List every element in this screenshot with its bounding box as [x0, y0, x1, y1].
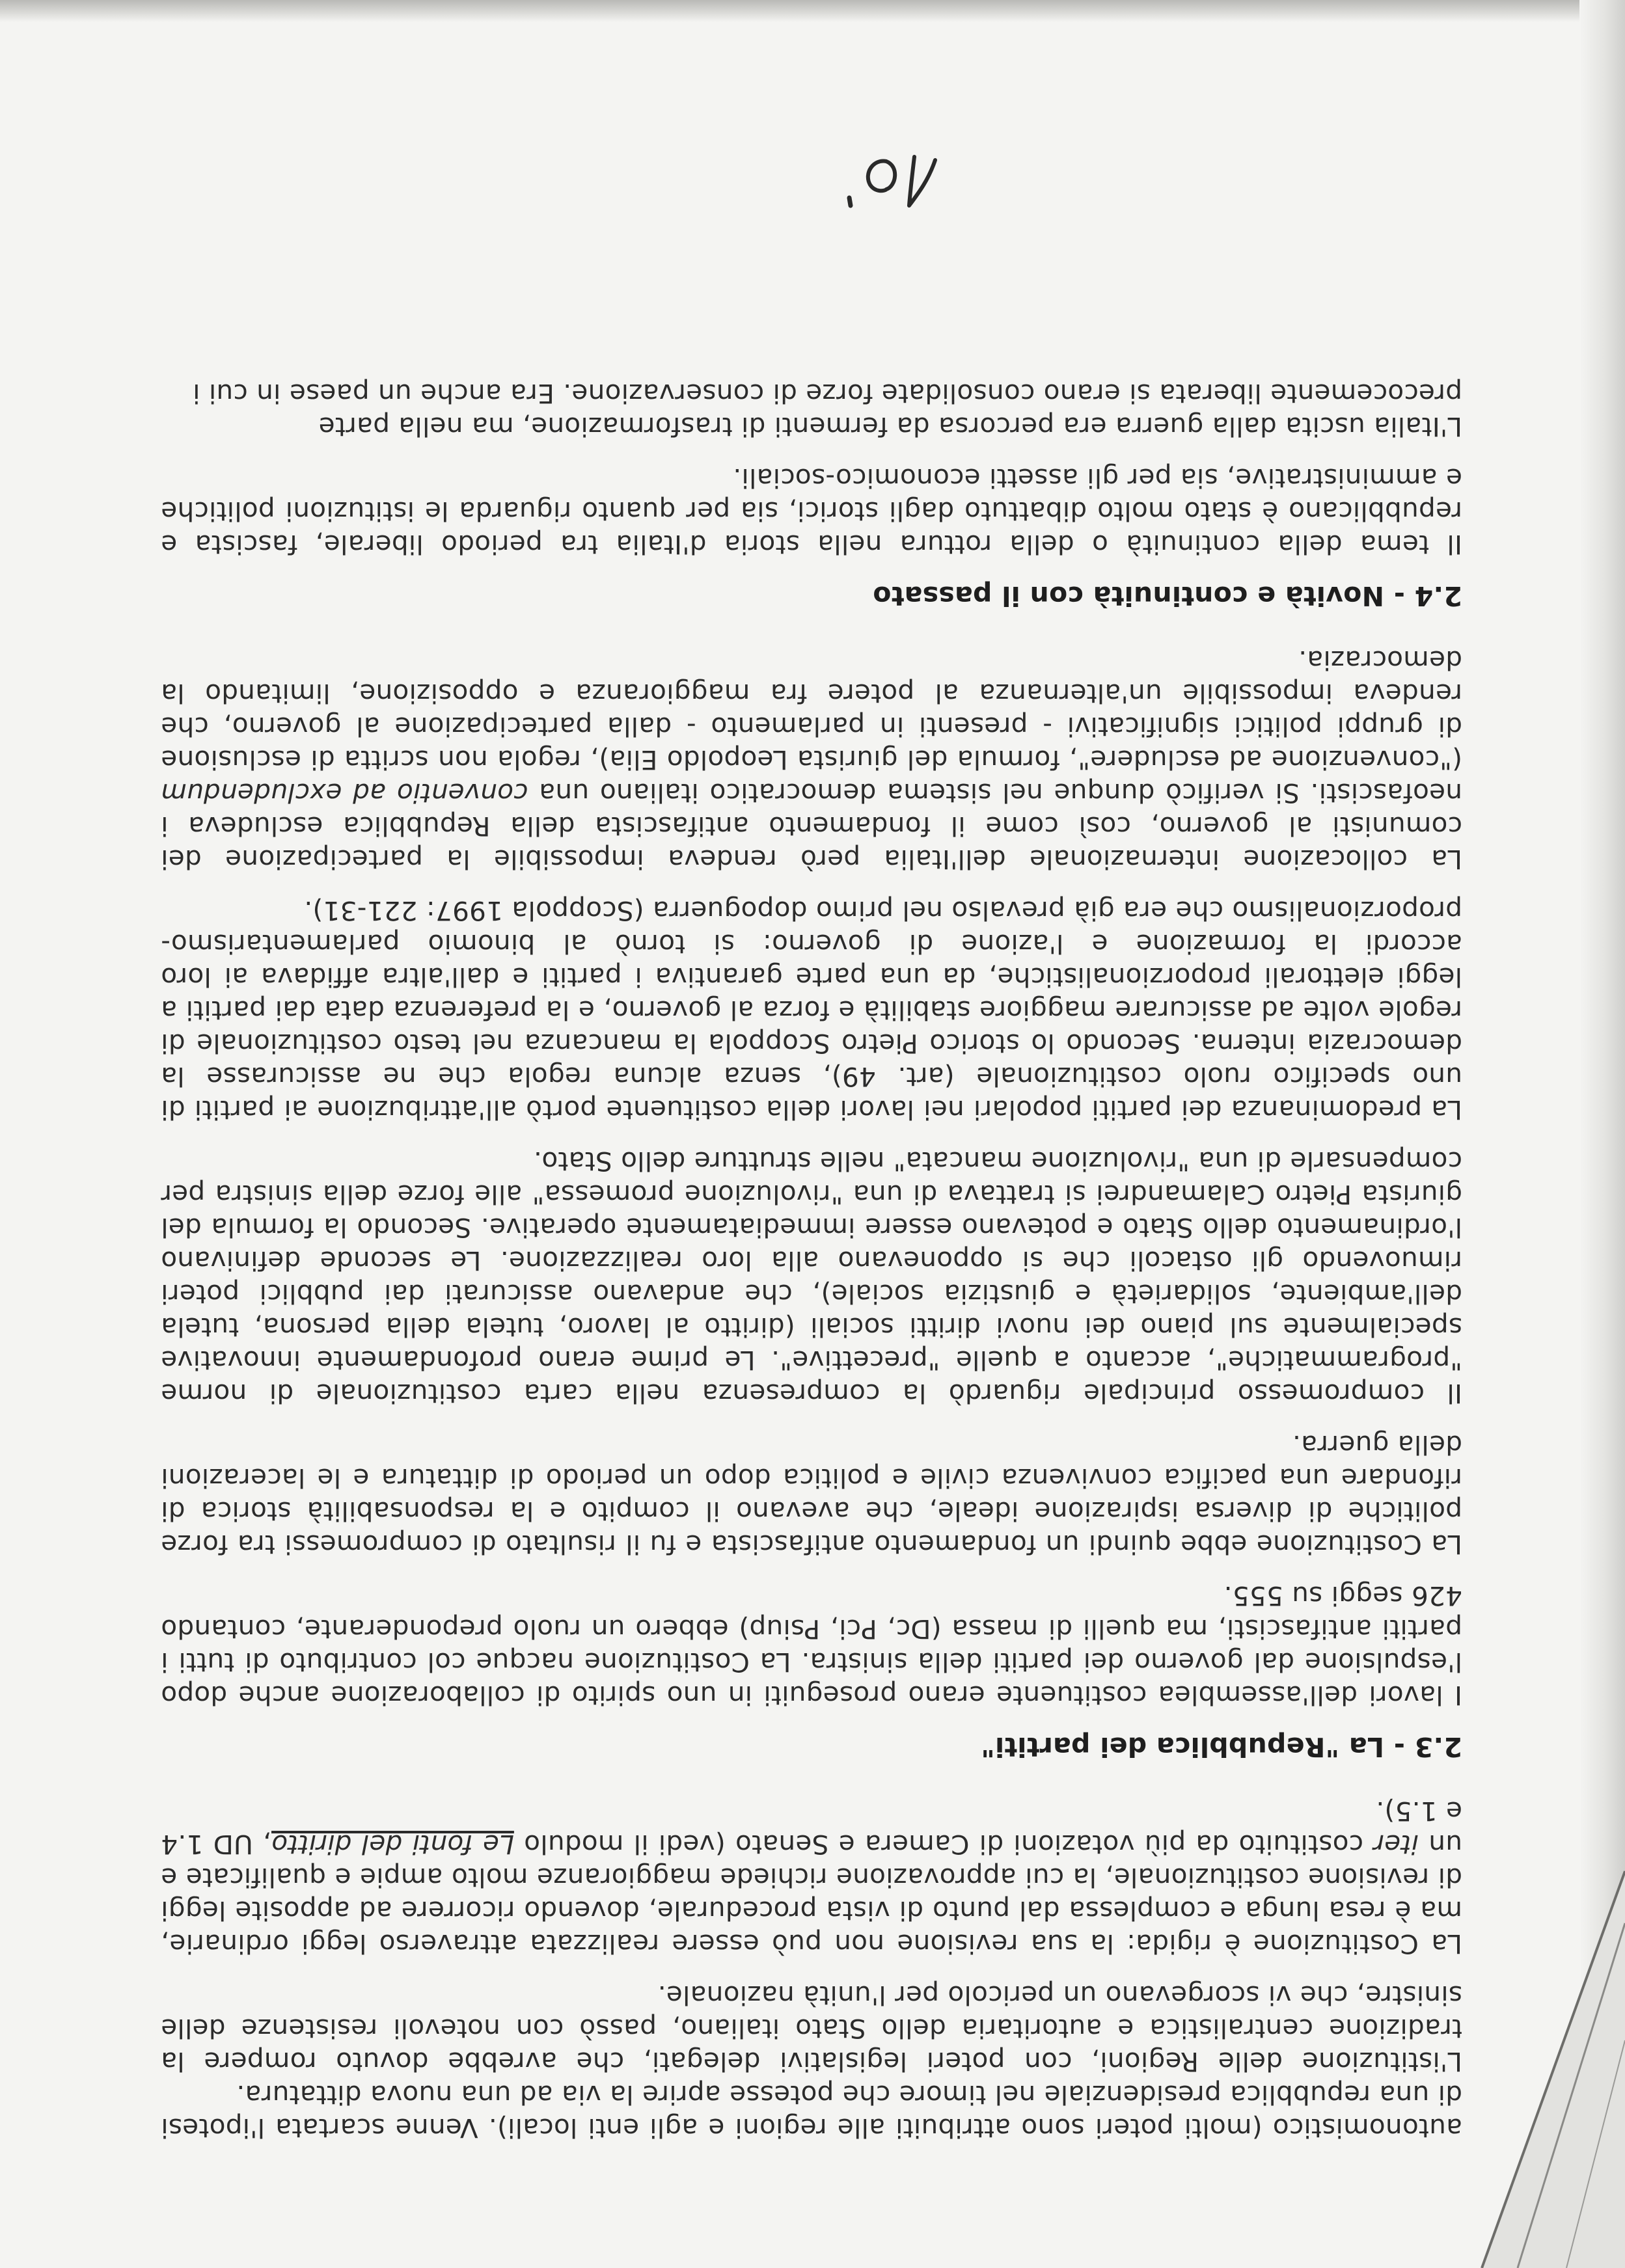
module-reference: Le fonti del diritto — [271, 1829, 514, 1860]
section-2-4-paragraph-1: Il tema della continuità o della rottura nella storia d'Italia tra periodo liberale, fascista e repubblicano è stato molto dibattuto dagli storici, sia per quanto riguarda le istituzioni politiche e amministrative, sia per gli assetti economico-sociali. — [161, 463, 1462, 560]
handwritten-page-number — [831, 141, 948, 219]
section-2-4-paragraph-2: L'Italia uscita dalla guerra era percorsa da fermenti di trasformazione, ma nella parte precocemente liberata si erano consolidate forze di conservazione. Era anche un paese in cui i — [192, 378, 1462, 442]
rigid-italic-word: iter — [1373, 1829, 1419, 1860]
rigid-text-before: La Costituzione è rigida: la sua revisione non può essere realizzata attraverso leggi ordinarie, ma è resa lunga e complessa dal punto di vista procedurale, dovendo ricorrere ad apposite leggi di revisione costituzionale, la cui approvazione richiede maggioranze molto ampie e qualificate e un — [161, 1829, 1462, 1960]
exclusion-text-before: La collocazione internazionale dell'Italia però rendeva impossibile la partecipazione dei comunisti al governo, così come il fondamento antifascista della Repubblica escludeva i neofascisti. Si verificò dunque nel sistema democratico italiano una — [161, 777, 1462, 875]
rigid-text-middle: costituito da più votazioni di Camera e Senato (vedi il modulo — [513, 1829, 1374, 1860]
section-2-3-paragraph-4: La predominanza dei partiti popolari nei lavori della costituente portò all'attribuzione ai partiti di uno specifico ruolo costituzionale (art. 49), senza alcuna regola che ne assicurasse la democrazia interna. Secondo lo storico Pietro Scoppola la mancanza nel testo costituzionale di regole volte ad assicurare maggiore stabilità e forza al governo, e la preferenza data dai partiti a leggi elettorali proporzionalistiche, da una parte garantiva i partiti e dall'altra affidava ai loro accordi la formazione e l'azione di governo: si tornò al binomio parlamentarismo-proporzionalismo che era già prevalso nel primo dopoguerra (Scoppola 1997: 221-31). — [161, 895, 1462, 1126]
intro-paragraph-2: L'istituzione delle Regioni, con poteri legislativi delegati, che avrebbe dovuto rompere la tradizione centralistica e autoritaria dello Stato italiano, passò con notevoli resistenze delle sinistre, che vi scorgevano un pericolo per l'unità nazionale. — [161, 1980, 1462, 2077]
exclusion-text-after: ("convenzione ad escludere", formula del giurista Leopoldo Elia), regola non scritta di esclusione di gruppi politici significativi - presenti in parlamento - dalla partecipazione al governo, che rendeva impossibile un'alternanza al potere fra maggioranza e opposizione, limitando la democrazia. — [161, 645, 1462, 776]
document-body — [161, 377, 1462, 2144]
section-2-3-paragraph-1: I lavori dell'assemblea costituente erano proseguiti in uno spirito di collaborazione anche dopo l'espulsione dal governo dei partiti della sinistra. La Costituzione nacque col contributo di tutti i partiti antifascisti, ma quelli di massa (Dc, Pci, Psiup) ebbero un ruolo preponderante, contando 426 seggi su 555. — [161, 1580, 1462, 1711]
section-2-3-paragraph-3: Il compromesso principale riguardò la compresenza nella carta costituzionale di norme "programmatiche", accanto a quelle "precettive". Le prime erano profondamente innovative specialmente sul piano dei nuovi diritti sociali (diritto al lavoro, tutela della persona, tutela dell'ambiente, solidarietà e giustizia sociale), che andavano assicurati dai pubblici poteri rimuovendo gli ostacoli che si opponevano alla loro realizzazione. Le seconde definivano l'ordinamento dello Stato e potevano essere immediatamente operative. Secondo la formula del giurista Pietro Calamandrei si trattava di una "rivoluzione promessa" alle forze della sinistra per compensarle di una "rivoluzione mancata" nelle strutture dello Stato. — [161, 1146, 1462, 1409]
section-heading-2-3: 2.3 - La "Repubblica dei partiti" — [981, 1731, 1462, 1762]
rigid-text-after: , UD 1.4 e 1.5). — [161, 1796, 1462, 1860]
section-2-3-paragraph-2: La Costituzione ebbe quindi un fondamento antifascista e fu il risultato di compromessi tra forze politiche di diversa ispirazione ideale, che avevano il compito e la responsabilità storica di rifondare una pacifica convivenza civile e politica dopo un periodo di dittatura e le lacerazioni della guerra. — [161, 1429, 1462, 1560]
section-2-3-paragraph-5 — [161, 643, 1462, 876]
intro-paragraph-1: autonomistico (molti poteri sono attribuiti alle regioni e agli enti locali). Venne scartata l'ipotesi di una repubblica presidenziale nel timore che potesse aprire la via ad una nuova dittatura. — [161, 2079, 1462, 2144]
section-heading-2-4: 2.4 - Novità e continuità con il passato — [873, 580, 1462, 612]
latin-phrase: conventio ad excludendum — [161, 777, 528, 809]
rigid-constitution-paragraph — [161, 1794, 1462, 1960]
